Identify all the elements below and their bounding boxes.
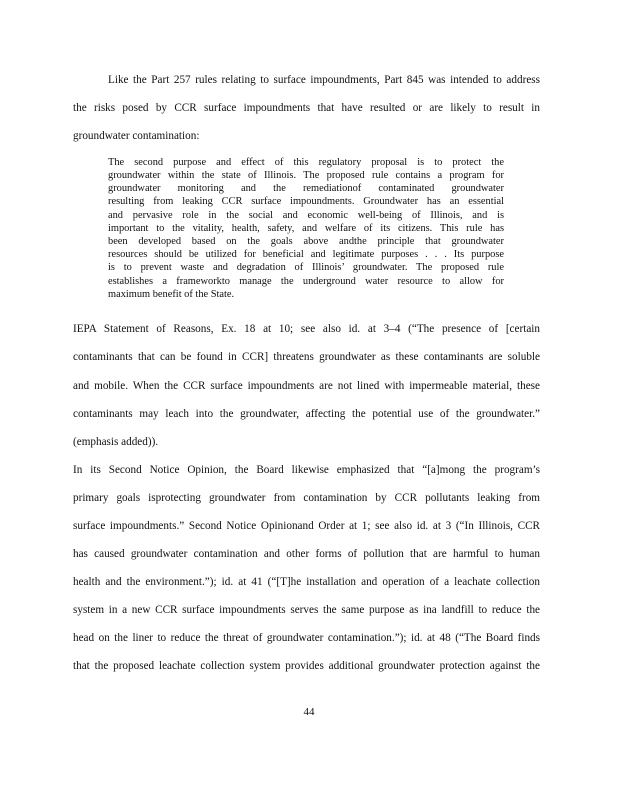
text-line: that the proposed leachate collection system provides additional groundwater protection against the	[73, 660, 540, 672]
text-line: and mobile. When the CCR surface impoundments are not lined with impermeable material, these	[73, 380, 540, 392]
text-line: contaminants may leach into the groundwater, affecting the potential use of the groundwater.”	[73, 408, 540, 420]
page-number: 44	[303, 706, 315, 718]
quote-line: The second purpose and effect of this regulatory proposal is to protect the	[108, 157, 504, 168]
quote-line: groundwater monitoring and the remediationof contaminated groundwater	[108, 183, 504, 194]
text-line: primary goals isprotecting groundwater from contamination by CCR pollutants leaking from	[73, 492, 540, 504]
text-line: the risks posed by CCR surface impoundments that have resulted or are likely to result in	[73, 102, 540, 114]
quote-line: maximum benefit of the State.	[108, 289, 235, 300]
quote-line: groundwater within the state of Illinois. The proposed rule contains a program for	[108, 170, 504, 181]
text-line: surface impoundments.” Second Notice Opinionand Order at 1; see also id. at 3 (“In Illinois, CCR	[73, 520, 540, 532]
quote-line: important to the vitality, health, safety, and welfare of its citizens. This rule has	[108, 223, 504, 234]
quote-line: resources should be utilized for beneficial and legitimate purposes . . . Its purpose	[108, 249, 504, 260]
text-line: system in a new CCR surface impoundments serves the same purpose as ina landfill to reduce the	[73, 604, 540, 616]
text-line: health and the environment.”); id. at 41 (“[T]he installation and operation of a leachate collection	[73, 576, 540, 588]
text-line: (emphasis added)).	[73, 436, 159, 448]
quote-line: resulting from leaking CCR surface impoundments. Groundwater has an essential	[108, 196, 504, 207]
quote-line: and pervasive role in the social and economic well-being of Illinois, and is	[108, 210, 504, 221]
text-line: has caused groundwater contamination and other forms of pollution that are harmful to human	[73, 548, 540, 560]
quote-line: establishes a frameworkto manage the underground water resource to allow for	[108, 276, 504, 287]
quote-line: been developed based on the goals above andthe principle that groundwater	[108, 236, 504, 247]
text-line: In its Second Notice Opinion, the Board likewise emphasized that “[a]mong the program’s	[73, 464, 540, 476]
text-line: head on the liner to reduce the threat of groundwater contamination.”); id. at 48 (“The Board finds	[73, 632, 540, 644]
text-line: Like the Part 257 rules relating to surface impoundments, Part 845 was intended to address	[108, 74, 540, 86]
text-line: groundwater contamination:	[73, 130, 200, 142]
text-line: IEPA Statement of Reasons, Ex. 18 at 10; see also id. at 3–4 (“The presence of [certain	[73, 323, 540, 335]
quote-line: is to prevent waste and degradation of Illinois’ groundwater. The proposed rule	[108, 262, 504, 273]
text-line: contaminants that can be found in CCR] threatens groundwater as these contaminants are soluble	[73, 351, 540, 363]
